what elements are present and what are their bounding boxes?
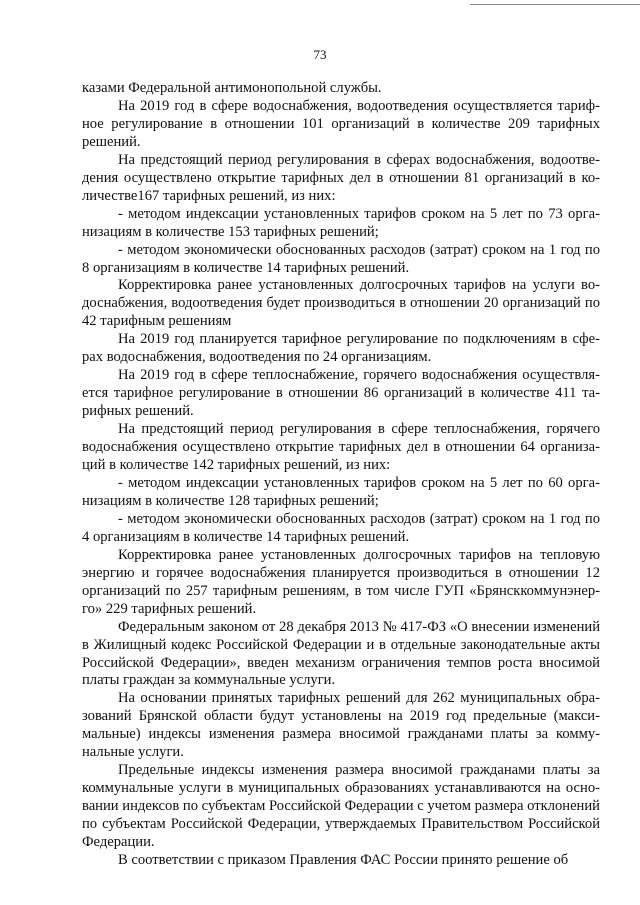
list-item: - методом экономически обоснованных расходов (затрат) сроком на 1 год по 4 организациям в количестве 14 тарифных решений.: [82, 510, 600, 545]
paragraph: На 2019 год планируется тарифное регулирование по подключениям в сферах водоснабжения, водоотведения по 24 организациям.: [82, 331, 600, 366]
paragraph: Корректировка ранее установленных долгосрочных тарифов на тепловую энергию и горячее водоснабжения планируется производиться в отношении 12 организаций по 257 тарифным решениям, в том числе ГУП «Брянсккоммунэнерго» 229 тарифных решений.: [82, 546, 600, 617]
paragraph: На основании принятых тарифных решений для 262 муниципальных образований Брянской области будут установлены на 2019 год предельные (максимальные) индексы изменения размера вносимой гражданами платы за коммунальные услуги.: [82, 690, 600, 761]
paragraph: На 2019 год в сфере теплоснабжение, горячего водоснабжения осуществляется тарифное регулирование в отношении 86 организаций в количестве 411 тарифных решений.: [82, 367, 600, 420]
page-number: 73: [313, 47, 327, 62]
top-edge-rule: [470, 4, 640, 5]
paragraph: Федеральным законом от 28 декабря 2013 № 417-ФЗ «О внесении изменений в Жилищный кодекс Российской Федерации и в отдельные законодательные акты Российской Федерации», введен механизм ограничения темпов роста вносимой платы граждан за коммунальные услуги.: [82, 618, 600, 689]
paragraph: Корректировка ранее установленных долгосрочных тарифов на услуги водоснабжения, водоотведения будет производиться в отношении 20 организаций по 42 тарифным решениям: [82, 277, 600, 330]
document-body: [82, 80, 600, 870]
paragraph: На 2019 год в сфере водоснабжения, водоотведения осуществляется тарифное регулирование в отношении 101 организаций в количестве 209 тарифных решений.: [82, 97, 600, 150]
list-item: - методом экономически обоснованных расходов (затрат) сроком на 1 год по 8 организациям в количестве 14 тарифных решений.: [82, 241, 600, 276]
paragraph: На предстоящий период регулирования в сфере теплоснабжения, горячего водоснабжения осуществлено открытие тарифных дел в отношении 64 организаций в количестве 142 тарифных решений, из них:: [82, 421, 600, 474]
list-item: - методом индексации установленных тарифов сроком на 5 лет по 60 организациям в количестве 128 тарифных решений;: [82, 474, 600, 509]
paragraph: В соответствии с приказом Правления ФАС России принято решение об: [118, 851, 569, 868]
paragraph: казами Федеральной антимонопольной службы.: [82, 80, 382, 96]
paragraph: На предстоящий период регулирования в сферах водоснабжения, водоотведения осуществлено открытие тарифных дел в отношении 81 организаций в количестве167 тарифных решений, из них:: [82, 151, 600, 204]
list-item: - методом индексации установленных тарифов сроком на 5 лет по 73 организациям в количестве 153 тарифных решений;: [82, 205, 600, 240]
paragraph: Предельные индексы изменения размера вносимой гражданами платы за коммунальные услуги в муниципальных образованиях устанавливаются на основании индексов по субъектам Российской Федерации с учетом размера отклонений по субъектам Российской Федерации, утверждаемых Правительством Российской Федерации.: [82, 762, 600, 851]
